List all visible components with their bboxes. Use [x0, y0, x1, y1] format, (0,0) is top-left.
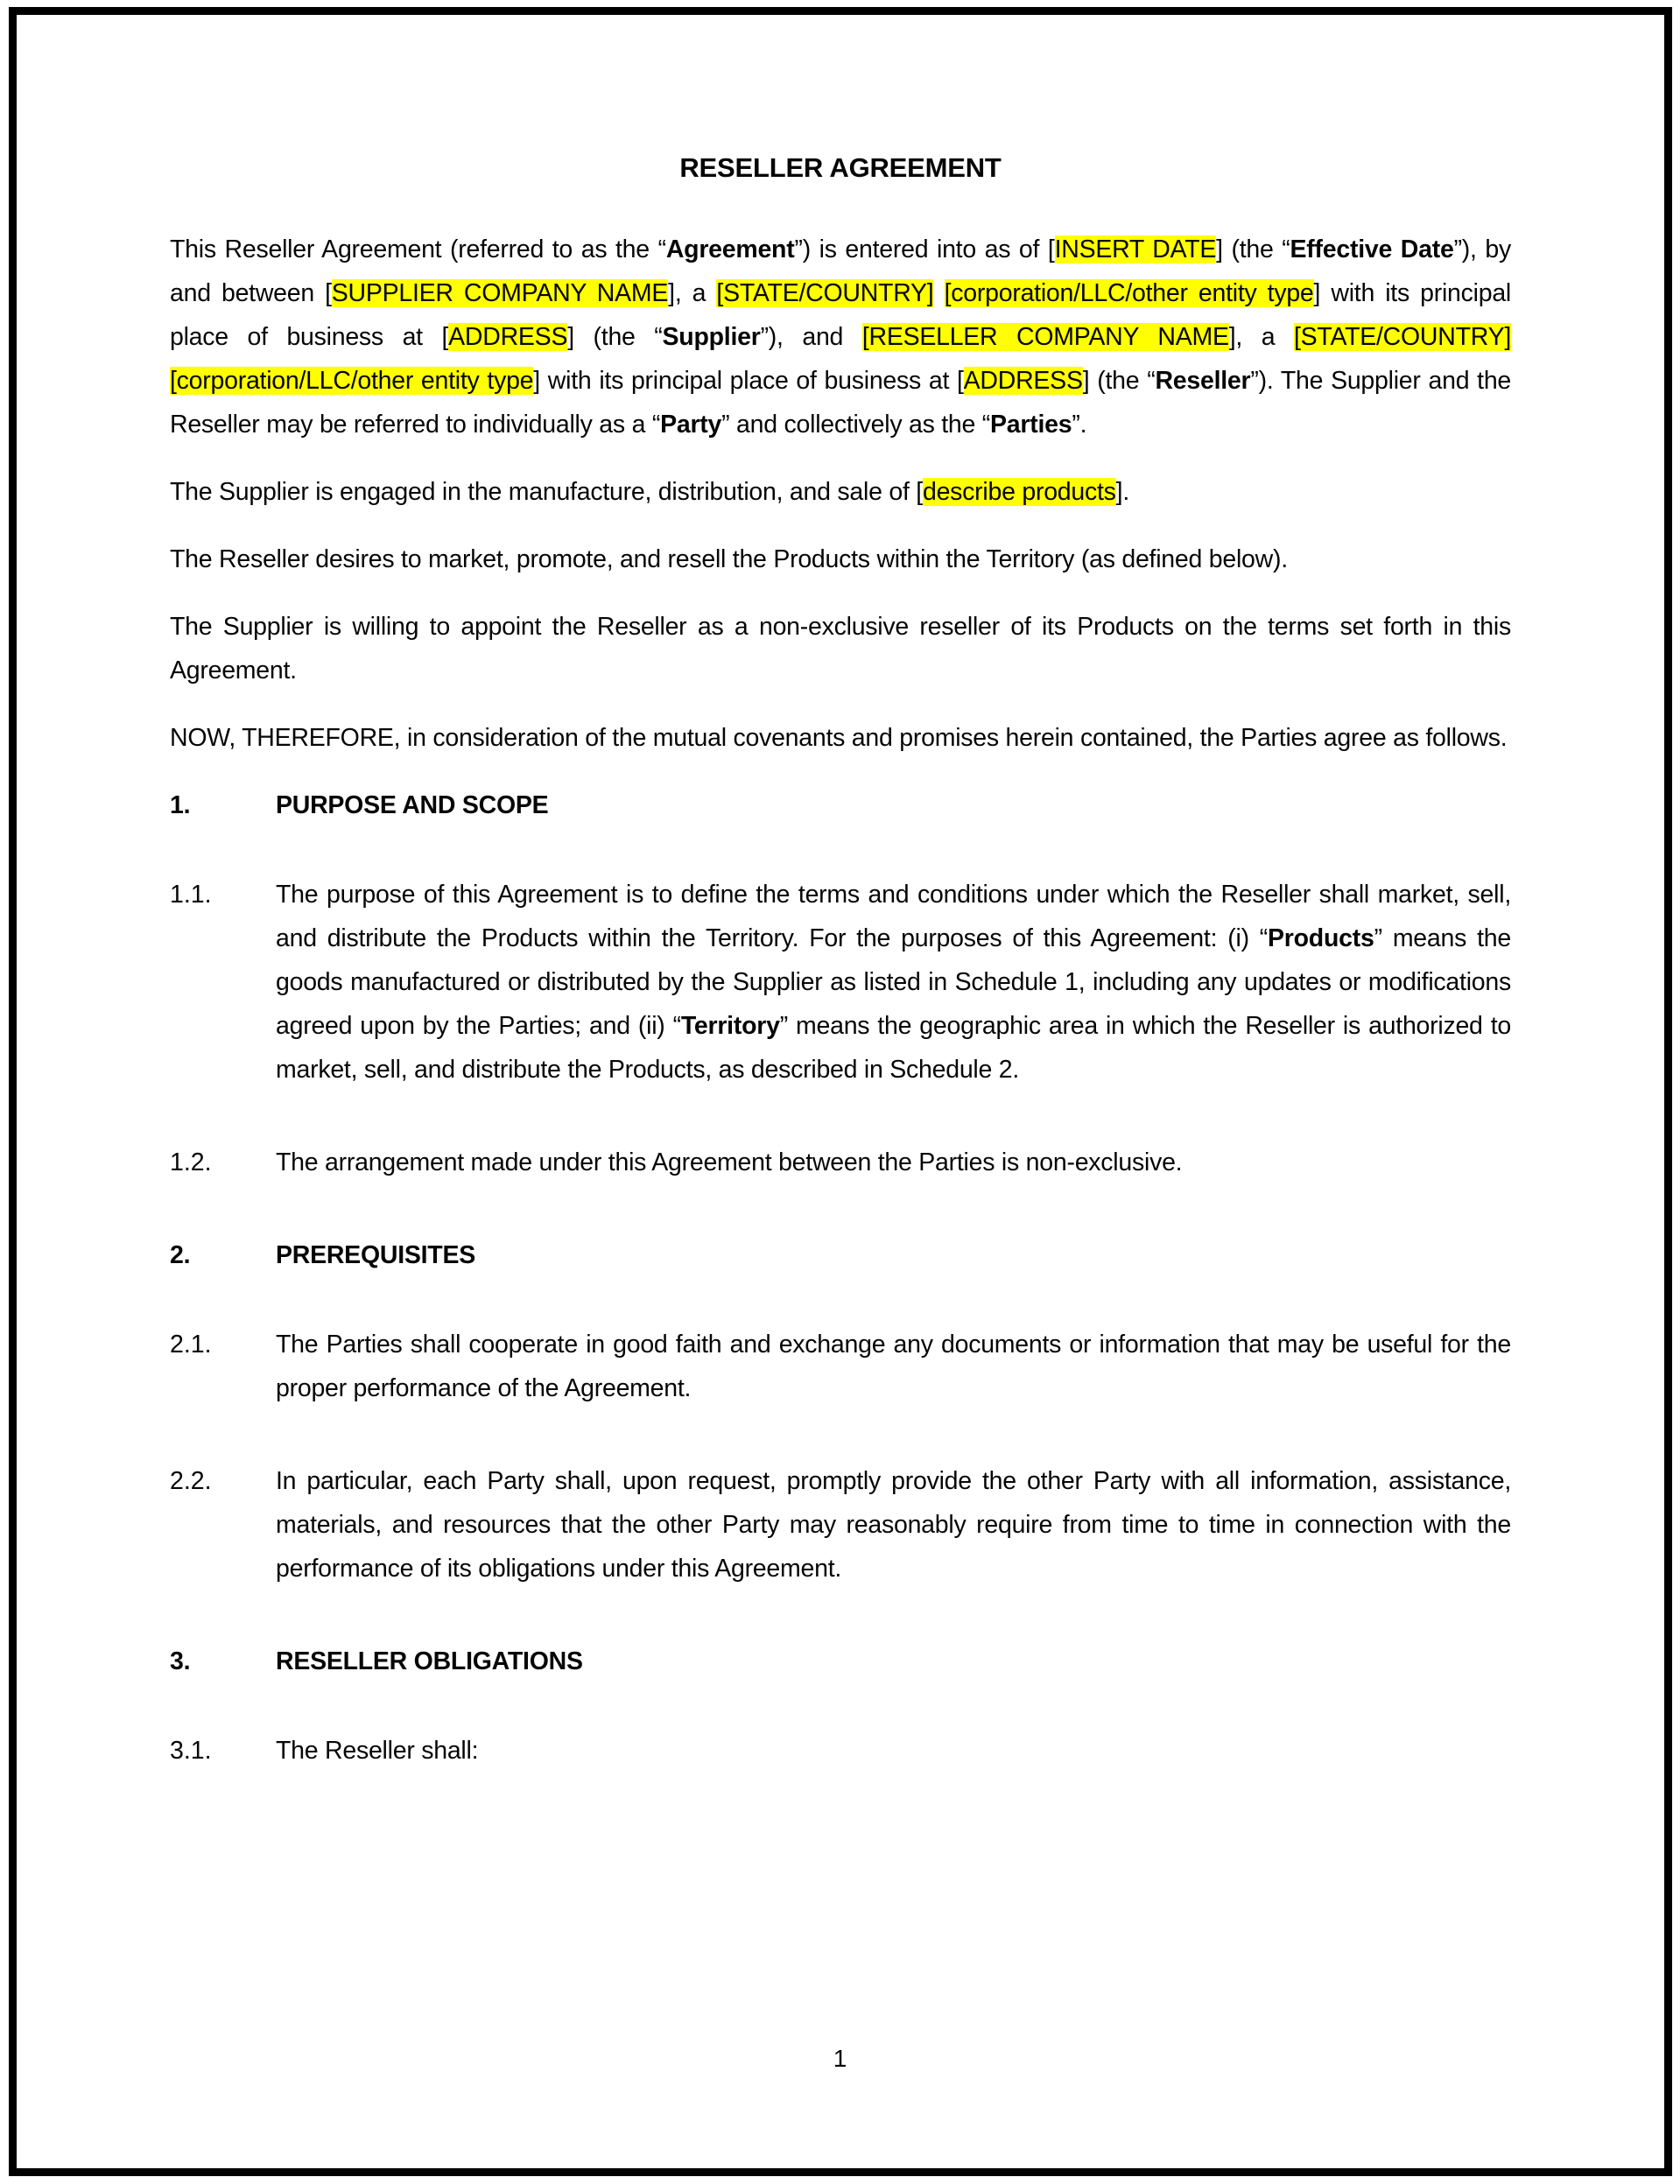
highlighted-placeholder: [corporation/LLC/other entity type	[944, 279, 1314, 307]
bold-term: Parties	[990, 411, 1072, 439]
intro-paragraph	[170, 605, 1511, 692]
text-run: ” means the goods manufactured or distributed by the Supplier as listed in Schedule 1, including any updates or modifications agreed upon by the Parties; and (ii) “	[276, 924, 1511, 1040]
intro-paragraphs	[170, 228, 1511, 760]
highlighted-placeholder: INSERT DATE	[1054, 235, 1217, 263]
text-run: ] with its principal place of business at [	[533, 367, 964, 395]
intro-paragraph	[170, 228, 1511, 446]
bold-term: Party	[660, 411, 722, 439]
bold-term: Reseller	[1155, 367, 1251, 395]
section-item	[170, 1459, 1511, 1591]
text-run: ], a	[668, 279, 717, 307]
section-heading	[170, 1640, 1511, 1683]
text-run: ] (the “	[567, 323, 663, 351]
text-run: The Reseller shall:	[276, 1737, 479, 1765]
text-run: This Reseller Agreement (referred to as the “	[170, 235, 666, 263]
intro-paragraph	[170, 470, 1511, 514]
document-title: RESELLER AGREEMENT	[679, 152, 1002, 183]
text-run: The Parties shall cooperate in good faith and exchange any documents or information that may be useful for the proper performance of the Agreement.	[276, 1331, 1511, 1402]
section-heading-label: RESELLER OBLIGATIONS	[276, 1647, 583, 1675]
section-item	[170, 1323, 1511, 1410]
section-heading	[170, 1233, 1511, 1277]
bold-term: Effective Date	[1290, 235, 1454, 263]
section-item-text	[276, 1459, 1511, 1591]
section-item	[170, 1729, 1511, 1773]
section-heading	[170, 783, 1511, 827]
section-item-number: 1.2.	[170, 1148, 212, 1176]
section-item-text	[276, 1323, 1511, 1410]
highlighted-placeholder: [STATE/COUNTRY]	[716, 279, 934, 307]
section-item-number: 3.1.	[170, 1737, 212, 1765]
highlighted-placeholder: ADDRESS	[963, 367, 1083, 395]
section-item-number: 2.2.	[170, 1467, 212, 1495]
section-number: 1.	[170, 791, 191, 819]
section-item-number: 2.1.	[170, 1331, 212, 1359]
section-heading-label: PREREQUISITES	[276, 1241, 475, 1269]
highlighted-placeholder: [corporation/LLC/other entity type	[170, 367, 534, 395]
text-run: ”), and	[760, 323, 862, 351]
text-run: The purpose of this Agreement is to define the terms and conditions under which the Reseller shall market, sell, and distribute the Products within the Territory. For the purposes of this Agreement: (i) “	[276, 881, 1511, 952]
text-run: The Reseller desires to market, promote, and resell the Products within the Territory (as defined below).	[170, 545, 1288, 573]
text-run: ”). The Supplier and the Reseller may be referred to individually as a “	[170, 367, 1512, 439]
intro-paragraph	[170, 716, 1511, 760]
text-run: ”), by and between [	[170, 235, 1512, 307]
section-item	[170, 1141, 1511, 1184]
highlighted-placeholder: [RESELLER COMPANY NAME	[861, 323, 1229, 351]
bold-term: Territory	[680, 1012, 780, 1040]
bold-term: Supplier	[662, 323, 761, 351]
text-run: ” means the geographic area in which the Reseller is authorized to market, sell, and distribute the Products, as described in Schedule 2.	[276, 1012, 1511, 1084]
section-item-text	[276, 1141, 1511, 1184]
section-number: 3.	[170, 1647, 191, 1675]
page-number: 1	[833, 2045, 847, 2072]
text-run: ] (the “	[1082, 367, 1156, 395]
text-run	[933, 279, 944, 307]
text-run: ”) is entered into as of [	[794, 235, 1055, 263]
text-run: ] with its principal place of business at [	[170, 279, 1512, 351]
text-run: In particular, each Party shall, upon request, promptly provide the other Party with all information, assistance, materials, and resources that the other Party may reasonably require from time to time in connection with the performance of its obligations under this Agreement.	[276, 1467, 1511, 1583]
numbered-sections	[170, 783, 1511, 1773]
highlighted-placeholder: SUPPLIER COMPANY NAME	[331, 279, 669, 307]
intro-paragraph	[170, 537, 1511, 581]
text-run: The Supplier is willing to appoint the Reseller as a non-exclusive reseller of its Products on the terms set forth in this Agreement.	[170, 613, 1511, 685]
text-run: The Supplier is engaged in the manufacture, distribution, and sale of [	[170, 478, 923, 506]
section-number: 2.	[170, 1241, 191, 1269]
text-run: NOW, THEREFORE, in consideration of the mutual covenants and promises herein contained, the Parties agree as follows.	[170, 724, 1508, 752]
text-run: The arrangement made under this Agreement between the Parties is non-exclusive.	[276, 1148, 1183, 1176]
text-run: ” and collectively as the “	[721, 411, 991, 439]
section-heading-label: PURPOSE AND SCOPE	[276, 791, 549, 819]
bold-term: Agreement	[665, 235, 795, 263]
highlighted-placeholder: [STATE/COUNTRY]	[1293, 323, 1512, 351]
section-item-number: 1.1.	[170, 881, 212, 909]
highlighted-placeholder: ADDRESS	[448, 323, 568, 351]
section-item-text	[276, 873, 1511, 1092]
section-item-text	[276, 1729, 1511, 1773]
section-item	[170, 873, 1511, 1092]
text-run: ], a	[1228, 323, 1294, 351]
bold-term: Products	[1268, 924, 1374, 952]
text-run: ].	[1115, 478, 1130, 506]
highlighted-placeholder: describe products	[922, 478, 1116, 506]
text-run: ”.	[1072, 411, 1087, 439]
text-run: ] (the “	[1216, 235, 1290, 263]
